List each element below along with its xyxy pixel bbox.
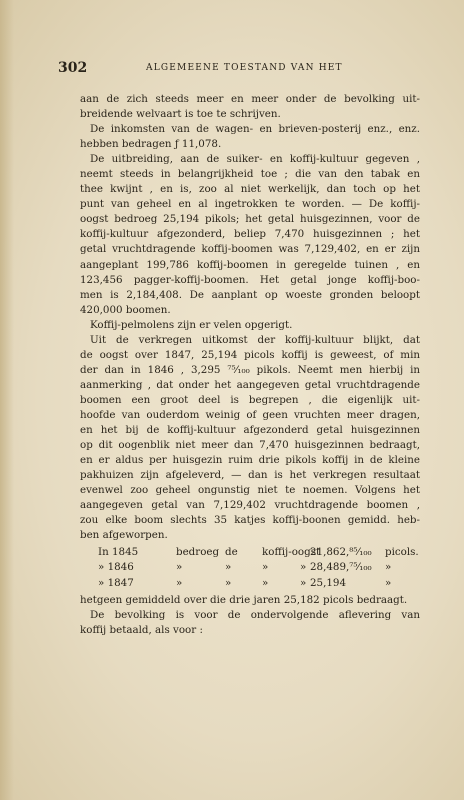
paragraph bbox=[80, 122, 420, 152]
paragraph bbox=[80, 318, 420, 333]
text-line: getal vruchtdragende koffij-boomen was 7,129,402, en er zijn bbox=[80, 243, 420, 256]
table-cell: 25,194 bbox=[310, 576, 347, 589]
table-row bbox=[80, 576, 420, 591]
text-line: koffij betaald, als voor : bbox=[80, 623, 203, 636]
text-line: aangegeven getal van 7,129,402 vruchtdragende boomen , bbox=[80, 499, 420, 512]
page-header bbox=[58, 60, 418, 80]
text-line: neemt steeds in belangrijkheid toe ; die van den tabak en bbox=[80, 168, 420, 181]
text-line: Koffij-pelmolens zijn er velen opgerigt. bbox=[90, 318, 293, 331]
table-cell: » bbox=[300, 561, 307, 574]
text-line: aangeplant 199,786 koffij-boomen in geregelde tuinen , en bbox=[80, 258, 420, 271]
text-line: op dit oogenblik niet meer dan 7,470 huisgezinnen bedraagt, bbox=[80, 439, 420, 452]
table-cell: picols. bbox=[385, 546, 419, 559]
table-cell: » bbox=[262, 576, 269, 589]
table-cell: » bbox=[176, 576, 183, 589]
page-body bbox=[80, 92, 420, 638]
text-line: der dan in 1846 , 3,295 ⁷⁵⁄₁₀₀ pikols. Neemt men hierbij in bbox=[80, 363, 420, 376]
text-line: 420,000 boomen. bbox=[80, 303, 171, 316]
text-line: hetgeen gemiddeld over die drie jaren 25,182 picols bedraagt. bbox=[80, 593, 408, 606]
text-line: ben afgeworpen. bbox=[80, 529, 168, 542]
text-line: De uitbreiding, aan de suiker- en koffij-kultuur gegeven , bbox=[90, 153, 420, 166]
table-cell: koffij-oogst bbox=[262, 546, 321, 559]
text-line: thee kwijnt , en is, zoo al niet werkelijk, dan toch op het bbox=[80, 183, 420, 196]
text-line: en het bij de koffij-kultuur afgezonderd getal huisgezinnen bbox=[80, 424, 420, 437]
paragraph bbox=[80, 593, 420, 638]
text-line: koffij-kultuur afgezonderd, beliep 7,470 huisgezinnen ; het bbox=[80, 228, 420, 241]
table-cell: de bbox=[225, 546, 238, 559]
table-cell: 28,489,⁷⁵⁄₁₀₀ bbox=[310, 561, 372, 574]
text-line: boomen een groot deel is begrepen , die eigenlijk uit- bbox=[80, 393, 420, 406]
table-cell: » bbox=[300, 576, 307, 589]
table-cell: » bbox=[385, 561, 392, 574]
table-cell: » bbox=[385, 576, 392, 589]
running-head: ALGEMEENE TOESTAND VAN HET bbox=[146, 63, 343, 73]
table-cell: » 1847 bbox=[98, 576, 134, 589]
text-line: zou elke boom slechts 35 katjes koffij-boonen gemidd. heb- bbox=[80, 514, 420, 527]
table-cell: » bbox=[225, 576, 232, 589]
table-cell: » bbox=[262, 561, 269, 574]
table-row bbox=[80, 560, 420, 575]
text-line: De bevolking is voor de ondervolgende aflevering van bbox=[90, 608, 420, 621]
page-spine-shadow bbox=[0, 0, 14, 800]
table-cell: bedroeg bbox=[176, 546, 220, 559]
text-line: en er aldus per huisgezin ruim drie pikols koffij in de kleine bbox=[80, 454, 420, 467]
table-cell: » bbox=[176, 561, 183, 574]
paragraph bbox=[80, 152, 420, 318]
paragraph bbox=[80, 333, 420, 544]
paragraph bbox=[80, 92, 420, 122]
text-line: de oogst over 1847, 25,194 picols koffij is geweest, of min bbox=[80, 348, 420, 361]
table-cell: 21,862,⁸⁵⁄₁₀₀ bbox=[310, 546, 372, 559]
text-line: aan de zich steeds meer en meer onder de bevolking uit- bbox=[80, 93, 420, 105]
text-line: hoofde van ouderdom weinig of geen vruchten meer dragen, bbox=[80, 408, 420, 421]
text-line: Uit de verkregen uitkomst der koffij-kultuur blijkt, dat bbox=[90, 333, 420, 346]
table-cell: » 1846 bbox=[98, 561, 134, 574]
table-cell: In 1845 bbox=[98, 546, 139, 559]
text-line: aanmerking , dat onder het aangegeven getal vruchtdragende bbox=[80, 378, 420, 391]
table-row bbox=[80, 545, 420, 560]
page-number: 302 bbox=[58, 60, 88, 76]
harvest-table bbox=[80, 545, 420, 590]
text-line: pakhuizen zijn afgeleverd, — dan is het verkregen resultaat bbox=[80, 469, 420, 482]
text-line: breidende welvaart is toe te schrijven. bbox=[80, 108, 281, 121]
text-line: men is 2,184,408. De aanplant op woeste gronden beloopt bbox=[80, 288, 420, 301]
text-line: De inkomsten van de wagen- en brieven-posterij enz., enz. bbox=[90, 123, 420, 136]
text-line: punt van geheel en al ingetrokken te worden. — De koffij- bbox=[80, 198, 420, 211]
text-line: evenwel zoo geheel ongunstig niet te noemen. Volgens het bbox=[80, 484, 420, 497]
text-line: hebben bedragen ƒ 11,078. bbox=[80, 138, 222, 151]
text-line: oogst bedroeg 25,194 pikols; het getal huisgezinnen, voor de bbox=[80, 213, 420, 226]
table-cell: » bbox=[225, 561, 232, 574]
text-line: 123,456 pagger-koffij-boomen. Het getal jonge koffij-boo- bbox=[80, 273, 420, 286]
